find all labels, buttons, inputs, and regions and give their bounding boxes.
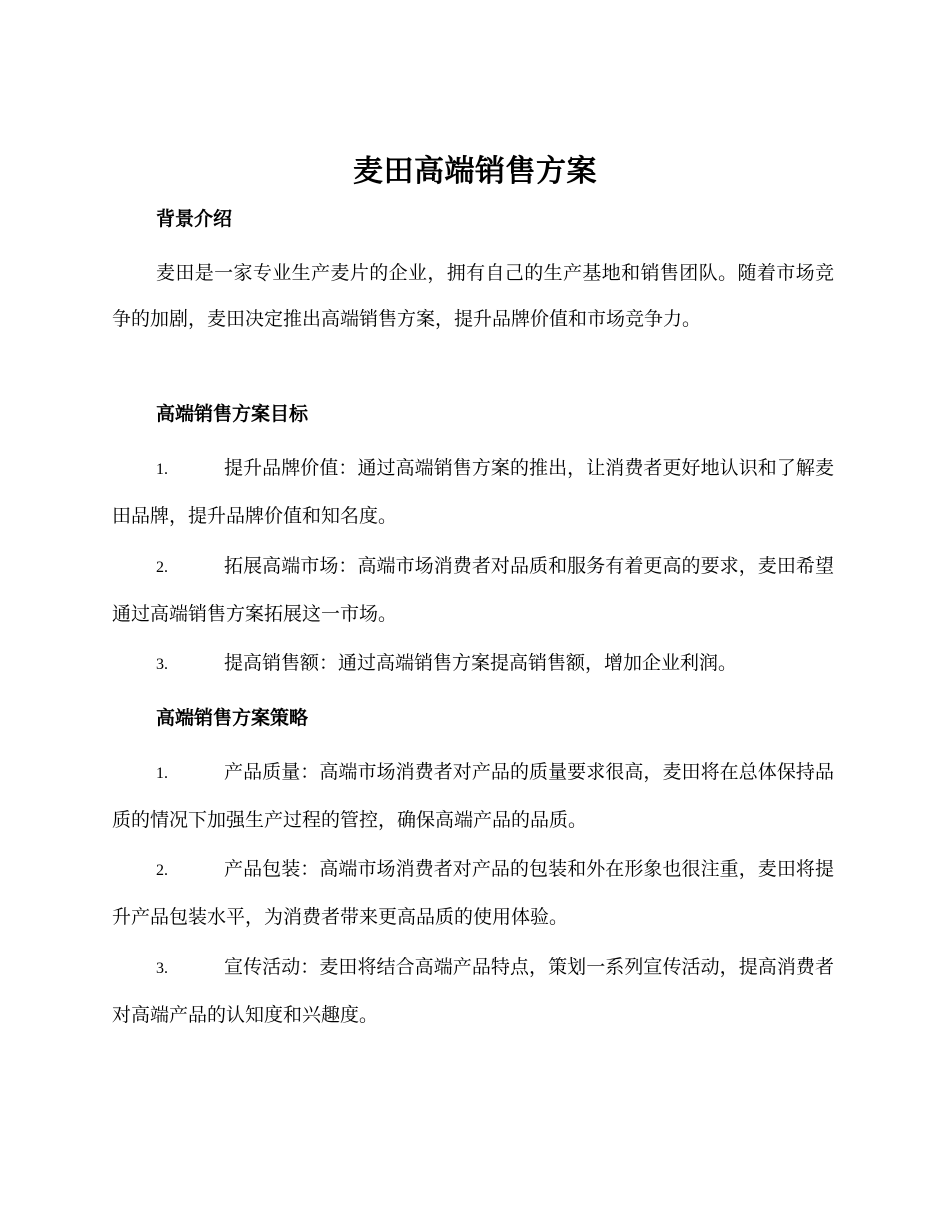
goal-item-1	[112, 445, 834, 539]
section-heading-strategy: 高端销售方案策略	[156, 707, 309, 729]
list-item-text: 宣传活动：麦田将结合高端产品特点，策划一系列宣传活动，提高消费者对高端产品的认知度和兴趣度。	[112, 956, 834, 1026]
list-item-text: 提升品牌价值：通过高端销售方案的推出，让消费者更好地认识和了解麦田品牌，提升品牌价值和知名度。	[112, 457, 834, 527]
strategy-item-3	[112, 944, 834, 1038]
document-title: 麦田高端销售方案	[353, 154, 597, 189]
section-heading-background: 背景介绍	[156, 208, 233, 230]
section-heading-goals: 高端销售方案目标	[156, 403, 309, 425]
list-number: 2.	[156, 559, 168, 576]
list-item-text: 产品质量：高端市场消费者对产品的质量要求很高，麦田将在总体保持品质的情况下加强生产过程的管控，确保高端产品的品质。	[112, 761, 834, 831]
list-number: 3.	[156, 656, 168, 673]
list-item-text: 拓展高端市场：高端市场消费者对品质和服务有着更高的要求，麦田希望通过高端销售方案拓展这一市场。	[112, 555, 834, 625]
strategy-item-2	[112, 846, 834, 940]
background-paragraph: 麦田是一家专业生产麦片的企业，拥有自己的生产基地和销售团队。随着市场竞争的加剧，麦田决定推出高端销售方案，提升品牌价值和市场竞争力。	[112, 262, 834, 330]
goal-item-3	[112, 640, 834, 688]
list-number: 1.	[156, 765, 168, 782]
list-number: 3.	[156, 960, 168, 977]
list-number: 1.	[156, 461, 168, 478]
list-item-text: 产品包装：高端市场消费者对产品的包装和外在形象也很注重，麦田将提升产品包装水平，为消费者带来更高品质的使用体验。	[112, 858, 834, 928]
goal-item-2	[112, 543, 834, 637]
list-item-text: 提高销售额：通过高端销售方案提高销售额，增加企业利润。	[224, 652, 738, 674]
list-number: 2.	[156, 862, 168, 879]
strategy-item-1	[112, 749, 834, 843]
